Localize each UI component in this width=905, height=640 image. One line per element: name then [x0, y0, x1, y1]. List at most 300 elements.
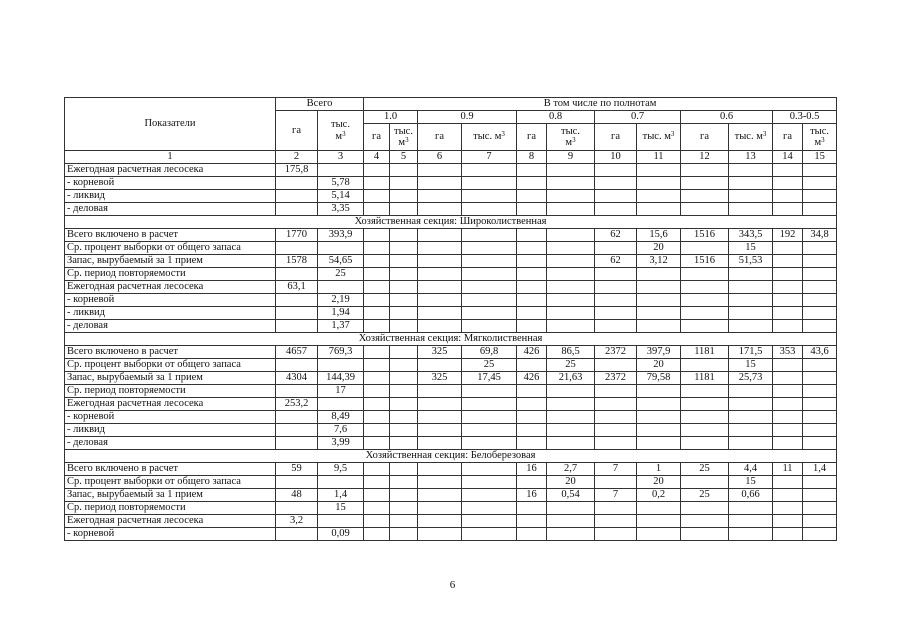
table-cell: [773, 476, 803, 489]
unit-ha: га: [681, 124, 729, 151]
table-cell: [729, 515, 773, 528]
table-cell: [729, 385, 773, 398]
table-cell: [803, 359, 837, 372]
table-cell: [418, 203, 462, 216]
table-cell: [517, 294, 547, 307]
table-cell: [276, 294, 318, 307]
table-cell: [418, 463, 462, 476]
table-cell: [803, 528, 837, 541]
table-cell: [547, 281, 595, 294]
table-cell: [418, 437, 462, 450]
page-number: 6: [449, 579, 456, 591]
table-cell: [364, 463, 390, 476]
table-cell: [390, 463, 418, 476]
row-label: - ликвид: [65, 190, 276, 203]
table-cell: 69,8: [462, 346, 517, 359]
section-row: [65, 450, 837, 463]
table-cell: [595, 528, 637, 541]
table-cell: [729, 528, 773, 541]
table-cell: [517, 307, 547, 320]
table-cell: [547, 424, 595, 437]
table-row: [65, 372, 837, 385]
table-row: [65, 476, 837, 489]
table-cell: [729, 320, 773, 333]
table-cell: 20: [637, 359, 681, 372]
table-cell: [390, 398, 418, 411]
table-cell: [390, 203, 418, 216]
table-cell: 1770: [276, 229, 318, 242]
table-cell: 4304: [276, 372, 318, 385]
table-row: [65, 268, 837, 281]
column-number: 8: [517, 151, 547, 164]
table-cell: [462, 294, 517, 307]
table-cell: [595, 411, 637, 424]
column-number: 4: [364, 151, 390, 164]
table-cell: [390, 437, 418, 450]
column-number: 5: [390, 151, 418, 164]
table-cell: [773, 424, 803, 437]
table-cell: 15: [729, 242, 773, 255]
table-cell: 9,5: [318, 463, 364, 476]
table-cell: 62: [595, 255, 637, 268]
table-cell: [318, 281, 364, 294]
table-cell: [462, 203, 517, 216]
table-cell: [637, 268, 681, 281]
table-cell: [547, 294, 595, 307]
table-cell: 2,7: [547, 463, 595, 476]
table-cell: [364, 255, 390, 268]
table-cell: [773, 242, 803, 255]
table-cell: [517, 177, 547, 190]
table-cell: [418, 229, 462, 242]
table-cell: [681, 476, 729, 489]
table-cell: [462, 281, 517, 294]
table-cell: [729, 424, 773, 437]
table-row: [65, 320, 837, 333]
table-cell: [595, 476, 637, 489]
table-cell: [595, 515, 637, 528]
table-cell: [390, 164, 418, 177]
table-cell: [418, 502, 462, 515]
table-cell: [318, 164, 364, 177]
table-cell: 0,2: [637, 489, 681, 502]
row-label: Ср. период повторяемости: [65, 385, 276, 398]
table-cell: [681, 281, 729, 294]
table-cell: 25: [681, 489, 729, 502]
table-cell: [276, 424, 318, 437]
unit-ha: га: [773, 124, 803, 151]
table-row: [65, 164, 837, 177]
table-cell: [637, 424, 681, 437]
table-cell: [681, 437, 729, 450]
table-row: [65, 398, 837, 411]
table-cell: [418, 255, 462, 268]
row-label: Всего включено в расчет: [65, 463, 276, 476]
row-label: - деловая: [65, 320, 276, 333]
table-cell: [517, 515, 547, 528]
total-header: Всего: [276, 98, 364, 111]
table-cell: [595, 437, 637, 450]
table-cell: [517, 476, 547, 489]
row-label: - деловая: [65, 437, 276, 450]
table-cell: [517, 229, 547, 242]
table-cell: 25: [681, 463, 729, 476]
table-row: [65, 281, 837, 294]
section-title: Хозяйственная секция: Широколиственная: [65, 216, 837, 229]
table-cell: [276, 177, 318, 190]
table-cell: 62: [595, 229, 637, 242]
table-cell: 1516: [681, 229, 729, 242]
table-cell: [364, 190, 390, 203]
table-cell: 3,2: [276, 515, 318, 528]
table-cell: [462, 528, 517, 541]
table-cell: [803, 437, 837, 450]
table-cell: 25: [318, 268, 364, 281]
table-cell: 1516: [681, 255, 729, 268]
table-cell: [729, 281, 773, 294]
column-number: 10: [595, 151, 637, 164]
column-number: 15: [803, 151, 837, 164]
table-cell: [390, 320, 418, 333]
table-cell: 5,78: [318, 177, 364, 190]
table-cell: [318, 515, 364, 528]
table-cell: [637, 437, 681, 450]
table-cell: 325: [418, 372, 462, 385]
table-cell: 43,6: [803, 346, 837, 359]
table-cell: 7,6: [318, 424, 364, 437]
table-cell: 3,35: [318, 203, 364, 216]
section-row: [65, 333, 837, 346]
table-cell: [803, 294, 837, 307]
table-cell: 253,2: [276, 398, 318, 411]
table-cell: [364, 268, 390, 281]
row-label: Ежегодная расчетная лесосека: [65, 515, 276, 528]
table-row: [65, 242, 837, 255]
table-cell: [364, 281, 390, 294]
row-label: Всего включено в расчет: [65, 229, 276, 242]
row-label: Ср. процент выборки от общего запаса: [65, 242, 276, 255]
table-cell: [729, 411, 773, 424]
table-cell: [637, 203, 681, 216]
table-cell: [364, 489, 390, 502]
table-cell: 4657: [276, 346, 318, 359]
table-cell: [773, 437, 803, 450]
table-row: [65, 515, 837, 528]
table-cell: [418, 398, 462, 411]
table-cell: [681, 411, 729, 424]
table-cell: [681, 528, 729, 541]
table-cell: [462, 398, 517, 411]
table-cell: [364, 242, 390, 255]
table-cell: [729, 190, 773, 203]
table-cell: [364, 307, 390, 320]
table-cell: [390, 177, 418, 190]
table-cell: [276, 437, 318, 450]
row-label: - ликвид: [65, 307, 276, 320]
table-cell: [681, 398, 729, 411]
total-volume-header: тыс. $м^3$: [318, 111, 364, 151]
table-cell: 17: [318, 385, 364, 398]
table-cell: [773, 372, 803, 385]
table-cell: [517, 385, 547, 398]
table-cell: [595, 164, 637, 177]
unit-volume: тыс. $м^3$: [637, 124, 681, 151]
table-cell: 3,12: [637, 255, 681, 268]
table-cell: [681, 320, 729, 333]
column-number: 6: [418, 151, 462, 164]
table-cell: 20: [637, 242, 681, 255]
density-header-0-7: 0.7: [595, 111, 681, 124]
table-cell: [729, 398, 773, 411]
table-cell: [276, 359, 318, 372]
table-row: [65, 203, 837, 216]
table-cell: [773, 385, 803, 398]
table-cell: [547, 515, 595, 528]
table-cell: [637, 281, 681, 294]
table-cell: [681, 502, 729, 515]
table-cell: [803, 203, 837, 216]
table-cell: [276, 268, 318, 281]
table-cell: [595, 359, 637, 372]
table-cell: [276, 528, 318, 541]
table-cell: [773, 307, 803, 320]
table-cell: 2372: [595, 346, 637, 359]
row-label: Ежегодная расчетная лесосека: [65, 164, 276, 177]
table-cell: [517, 437, 547, 450]
table-cell: [462, 190, 517, 203]
table-cell: [390, 385, 418, 398]
table-cell: 1,94: [318, 307, 364, 320]
table-cell: [462, 164, 517, 177]
table-cell: [318, 476, 364, 489]
table-cell: 21,63: [547, 372, 595, 385]
table-cell: [462, 463, 517, 476]
row-label: Ср. процент выборки от общего запаса: [65, 476, 276, 489]
table-cell: [681, 177, 729, 190]
table-cell: [390, 476, 418, 489]
row-label: - корневой: [65, 177, 276, 190]
column-number: 14: [773, 151, 803, 164]
table-cell: 353: [773, 346, 803, 359]
table-cell: [595, 385, 637, 398]
unit-volume: тыс. $м^3$: [390, 124, 418, 151]
table-cell: [418, 411, 462, 424]
table-cell: 54,65: [318, 255, 364, 268]
table-cell: [418, 177, 462, 190]
table-cell: [595, 424, 637, 437]
table-cell: [595, 307, 637, 320]
table-cell: [637, 294, 681, 307]
table-cell: 15,6: [637, 229, 681, 242]
table-cell: 7: [595, 463, 637, 476]
table-cell: 15: [318, 502, 364, 515]
table-cell: [517, 255, 547, 268]
table-cell: [364, 437, 390, 450]
table-cell: [773, 502, 803, 515]
row-label: - корневой: [65, 528, 276, 541]
table-cell: [390, 255, 418, 268]
table-cell: [364, 177, 390, 190]
row-label: - деловая: [65, 203, 276, 216]
table-cell: 2372: [595, 372, 637, 385]
column-number: 13: [729, 151, 773, 164]
table-cell: 25: [547, 359, 595, 372]
table-row: [65, 229, 837, 242]
table-cell: [418, 242, 462, 255]
table-cell: [418, 320, 462, 333]
table-cell: 171,5: [729, 346, 773, 359]
table-cell: [547, 528, 595, 541]
table-cell: [595, 502, 637, 515]
table-cell: 20: [637, 476, 681, 489]
table-cell: [547, 268, 595, 281]
row-label: - корневой: [65, 294, 276, 307]
row-label: Запас, вырубаемый за 1 прием: [65, 372, 276, 385]
table-cell: 192: [773, 229, 803, 242]
table-cell: [364, 476, 390, 489]
table-cell: [637, 164, 681, 177]
table-cell: [390, 424, 418, 437]
table-cell: [318, 359, 364, 372]
table-row: [65, 502, 837, 515]
table-cell: 51,53: [729, 255, 773, 268]
table-row: [65, 346, 837, 359]
table-cell: [364, 203, 390, 216]
table-cell: 0,54: [547, 489, 595, 502]
table-cell: [637, 385, 681, 398]
table-cell: [773, 411, 803, 424]
table-cell: [637, 177, 681, 190]
unit-volume: тыс. $м^3$: [462, 124, 517, 151]
table-cell: [390, 229, 418, 242]
table-cell: [547, 411, 595, 424]
table-cell: 20: [547, 476, 595, 489]
table-row: [65, 307, 837, 320]
table-cell: [517, 164, 547, 177]
row-label: - ликвид: [65, 424, 276, 437]
unit-ha: га: [595, 124, 637, 151]
density-header-0-9: 0.9: [418, 111, 517, 124]
table-cell: [681, 203, 729, 216]
density-group-header: В том числе по полнотам: [364, 98, 837, 111]
table-cell: 343,5: [729, 229, 773, 242]
table-cell: 34,8: [803, 229, 837, 242]
table-cell: [462, 489, 517, 502]
table-cell: 393,9: [318, 229, 364, 242]
table-cell: [390, 528, 418, 541]
row-label: Ср. период повторяемости: [65, 268, 276, 281]
table-cell: 25: [462, 359, 517, 372]
table-cell: [390, 281, 418, 294]
table-cell: [729, 177, 773, 190]
table-row: [65, 385, 837, 398]
row-label: Ср. процент выборки от общего запаса: [65, 359, 276, 372]
indicators-header: Показатели: [65, 98, 276, 151]
table-cell: 4,4: [729, 463, 773, 476]
table-row: [65, 424, 837, 437]
table-cell: [595, 203, 637, 216]
table-cell: 0,66: [729, 489, 773, 502]
table-cell: [462, 385, 517, 398]
table-cell: [773, 255, 803, 268]
table-cell: [418, 385, 462, 398]
table-cell: [517, 320, 547, 333]
table-cell: 11: [773, 463, 803, 476]
table-cell: 16: [517, 489, 547, 502]
table-cell: 79,58: [637, 372, 681, 385]
table-cell: [547, 164, 595, 177]
column-number: 9: [547, 151, 595, 164]
table-cell: 325: [418, 346, 462, 359]
table-cell: [637, 320, 681, 333]
table-cell: [462, 515, 517, 528]
table-cell: [418, 424, 462, 437]
row-label: - корневой: [65, 411, 276, 424]
table-cell: [547, 242, 595, 255]
table-cell: [390, 346, 418, 359]
table-cell: [637, 411, 681, 424]
table-cell: [462, 307, 517, 320]
table-cell: [418, 190, 462, 203]
table-cell: 426: [517, 346, 547, 359]
table-cell: [418, 528, 462, 541]
table-cell: [318, 242, 364, 255]
table-cell: [276, 320, 318, 333]
table-cell: [547, 190, 595, 203]
table-cell: 3,99: [318, 437, 364, 450]
table-cell: 15: [729, 476, 773, 489]
table-cell: [803, 372, 837, 385]
table-cell: [773, 294, 803, 307]
unit-volume: тыс. $м^3$: [729, 124, 773, 151]
row-label: Ежегодная расчетная лесосека: [65, 398, 276, 411]
unit-ha: га: [517, 124, 547, 151]
table-cell: [418, 307, 462, 320]
table-cell: [276, 476, 318, 489]
row-label: Ежегодная расчетная лесосека: [65, 281, 276, 294]
table-cell: 426: [517, 372, 547, 385]
table-cell: [390, 502, 418, 515]
table-cell: [517, 190, 547, 203]
table-cell: [418, 281, 462, 294]
table-cell: [276, 502, 318, 515]
table-cell: [595, 242, 637, 255]
table-cell: [729, 437, 773, 450]
table-cell: 17,45: [462, 372, 517, 385]
table-cell: [681, 515, 729, 528]
table-cell: 144,39: [318, 372, 364, 385]
table-row: [65, 190, 837, 203]
table-cell: [729, 164, 773, 177]
table-cell: [681, 164, 729, 177]
table-cell: [364, 346, 390, 359]
row-label: Запас, вырубаемый за 1 прием: [65, 489, 276, 502]
table-cell: [803, 411, 837, 424]
table-cell: [462, 411, 517, 424]
table-cell: 1181: [681, 346, 729, 359]
unit-ha: га: [418, 124, 462, 151]
table-cell: [462, 437, 517, 450]
table-row: [65, 489, 837, 502]
table-cell: [773, 359, 803, 372]
table-cell: 1181: [681, 372, 729, 385]
row-label: Всего включено в расчет: [65, 346, 276, 359]
table-cell: [418, 164, 462, 177]
table-cell: 48: [276, 489, 318, 502]
table-cell: [773, 515, 803, 528]
table-cell: 2,19: [318, 294, 364, 307]
table-cell: [547, 255, 595, 268]
